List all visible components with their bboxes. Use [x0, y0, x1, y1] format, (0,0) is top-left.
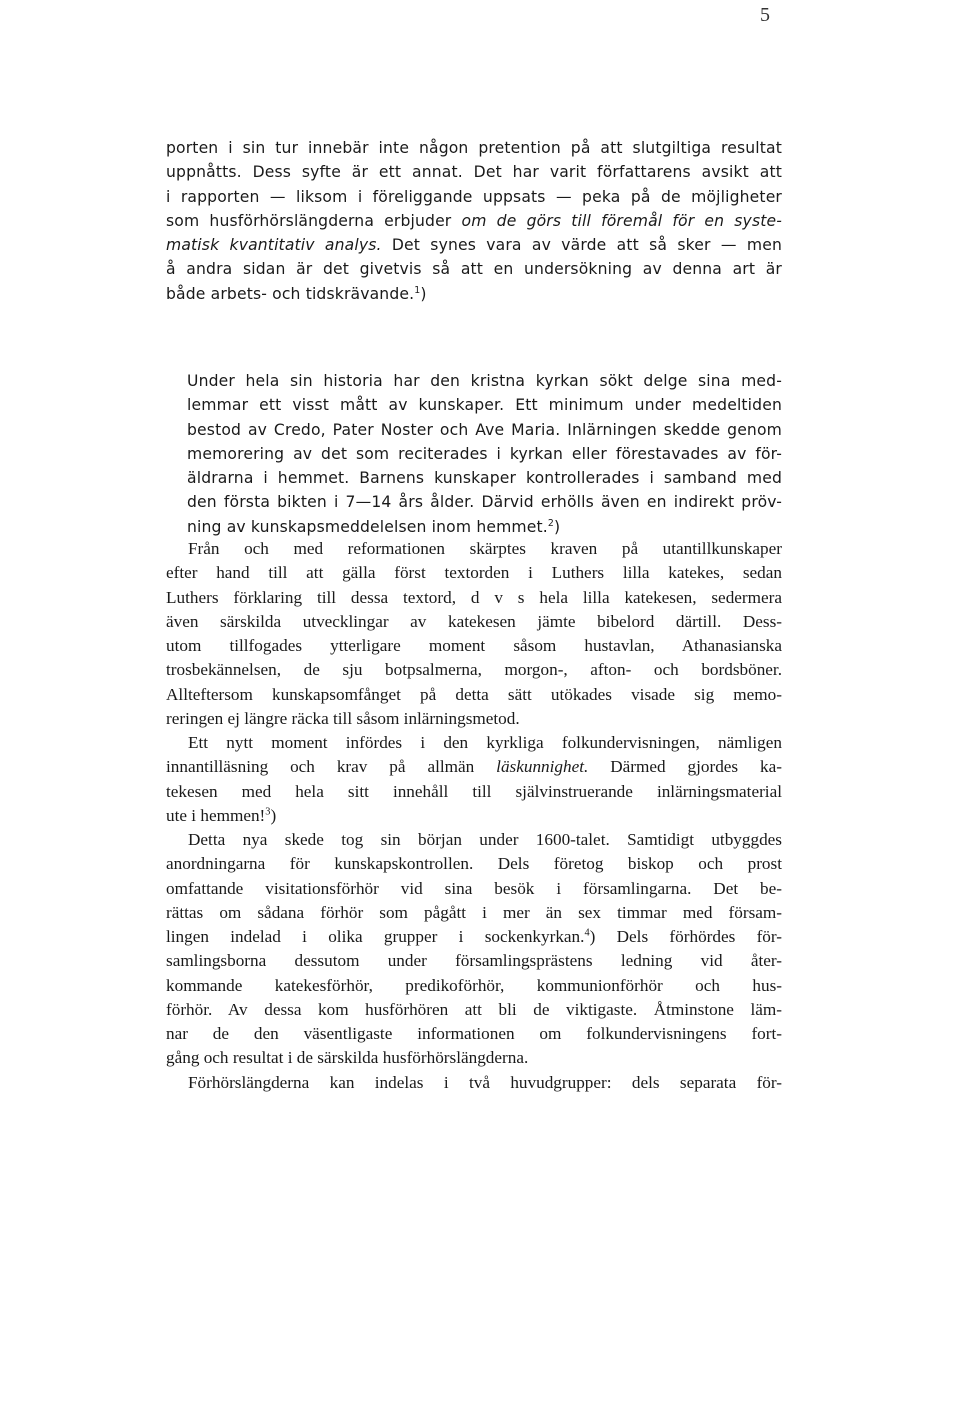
text-line: efter hand till att gälla först textorden i Luthers lilla katekes, sedan — [166, 563, 782, 583]
text-line: memorering av det som reciterades i kyrkan eller förestavades av för- — [187, 444, 782, 463]
text-line: Detta nya skede tog sin början under 1600-talet. Samtidigt utbyggdes — [188, 830, 782, 849]
text-segment: lingen indelad i olika grupper i sockenkyrkan. — [166, 927, 585, 946]
text-segment: både arbets- och tidskrävande. — [166, 284, 415, 303]
text-line: uppnåtts. Dess syfte är ett annat. Det har varit författarens avsikt att — [166, 163, 782, 182]
text-line: samlingsborna dessutom under församlingsprästens ledning vid åter- — [166, 951, 782, 971]
text-segment: ute i hemmen! — [166, 805, 266, 825]
text-line: gång och resultat i de särskilda husförhörslängderna. — [166, 1048, 529, 1068]
footnote-marker: 4 — [584, 927, 590, 939]
text-line: Luthers förklaring till dessa textord, d v s hela lilla katekesen, sedermera — [166, 587, 782, 607]
footnote-marker: 3 — [265, 806, 271, 818]
text-segment: som husförhörslängderna erbjuder — [166, 211, 462, 230]
text-line: lemmar ett visst mått av kunskaper. Ett minimum under medeltiden — [187, 396, 782, 415]
text-line: Allteftersom kunskapsomfånget på detta sätt utökades visade sig memo- — [166, 684, 782, 704]
text-line: i rapporten — liksom i föreliggande uppsats — peka på de möjligheter — [166, 187, 782, 206]
text-line: äldrarna i hemmet. Barnens kunskaper kontrollerades i samband med — [187, 469, 782, 488]
text-segment: Därmed gjordes ka- — [588, 757, 783, 777]
text-line: nar de den väsentligaste informationen om folkundervisningens fort- — [166, 1024, 782, 1043]
footnote-marker: 1 — [414, 284, 421, 296]
text-segment: ) — [420, 284, 427, 303]
text-line: trosbekännelsen, de sju botpsalmerna, morgon-, afton- och bordsböner. — [166, 660, 782, 680]
intro-paragraph — [166, 136, 782, 306]
history-paragraph — [187, 369, 782, 539]
emphasis-text: om de görs till föremål för en syste- — [461, 211, 782, 230]
text-line: Förhörslängderna kan indelas i två huvudgrupper: dels separata för- — [188, 1072, 782, 1092]
text-line: Från och med reformationen skärptes kraven på utantillkunskaper — [188, 539, 782, 558]
text-line: även särskilda utvecklingar av katekesen jämte bibelord därtill. Dess- — [166, 611, 782, 631]
footnote-marker: 2 — [547, 517, 554, 529]
text-line — [166, 804, 782, 828]
text-line: anordningarna för kunskapskontrollen. Dels företog biskop och prost — [166, 854, 782, 874]
text-line — [187, 515, 782, 539]
text-line: utom tillfogades ytterligare moment såsom hustavlan, Athanasianska — [166, 636, 782, 655]
page-number: 5 — [760, 4, 770, 26]
text-line: Ett nytt moment infördes i den kyrkliga folkundervisningen, nämligen — [188, 733, 782, 752]
reformation-paragraphs — [166, 537, 782, 1095]
text-line: förhör. Av dessa kom husförhören att bli de viktigaste. Åtminstone läm- — [166, 999, 782, 1019]
text-line: omfattande visitationsförhör vid sina besök i församlingarna. Det be- — [166, 878, 782, 898]
text-segment: ) — [554, 517, 561, 536]
text-segment: ) — [270, 805, 277, 825]
emphasis-text: matisk kvantitativ analys. — [166, 236, 382, 255]
text-line: reringen ej längre räcka till såsom inlärningsmetod. — [166, 708, 520, 728]
text-line: bestod av Credo, Pater Noster och Ave Maria. Inlärningen skedde genom — [187, 420, 782, 439]
text-line — [166, 233, 782, 257]
text-segment: Det synes vara av värde att så sker — men — [381, 236, 782, 255]
text-line — [166, 209, 782, 233]
text-line: tekesen med hela sitt innehåll till självinstruerande inlärningsmaterial — [166, 781, 782, 801]
text-line: rättas om sådana förhör som pågått i mer än sex timmar med försam- — [166, 902, 782, 922]
text-line: den första bikten i 7—14 års ålder. Därvid erhölls även en indirekt pröv- — [187, 493, 782, 512]
text-line — [166, 925, 782, 949]
emphasis-text: läskunnighet. — [496, 757, 589, 777]
text-line — [166, 282, 782, 306]
text-line: kommande katekesförhör, predikoförhör, kommunionförhör och hus- — [166, 975, 782, 995]
text-line: Under hela sin historia har den kristna kyrkan sökt delge sina med- — [187, 372, 782, 390]
text-line: å andra sidan är det givetvis så att en undersökning av denna art är — [166, 260, 782, 279]
text-segment: ning av kunskapsmeddelelsen inom hemmet. — [187, 517, 548, 536]
text-segment: innantilläsning och krav på allmän — [166, 757, 497, 777]
text-line: porten i sin tur innebär inte någon pretention på att slutgiltiga resultat — [166, 139, 782, 157]
text-segment: ) Dels förhördes för- — [589, 927, 783, 946]
text-line — [166, 755, 782, 779]
